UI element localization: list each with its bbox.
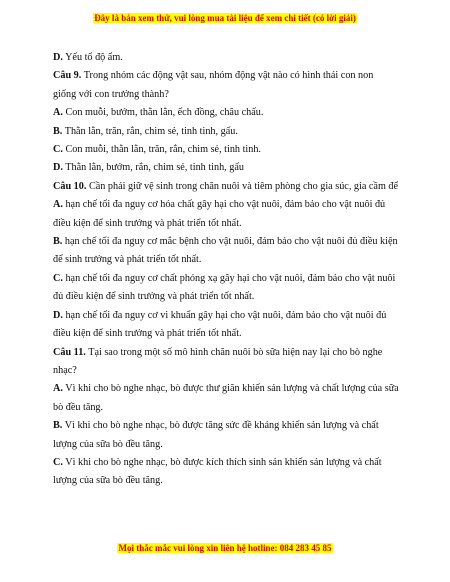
hotline-text: Mọi thắc mắc vui lòng xin liên hệ hotline: 084 283 45 85 <box>118 543 332 553</box>
hotline-footer <box>0 538 450 556</box>
q10-option-c: C. hạn chế tối đa nguy cơ chất phóng xạ gây hại cho vật nuôi, đảm bảo cho vật nuôi đủ điều kiện để sinh trưởng và phát triển tốt nhất. <box>53 272 396 303</box>
q10-option-d: D. hạn chế tối đa nguy cơ vi khuẩn gây hại cho vật nuôi, đảm bảo cho vật nuôi đủ điều kiện để sinh trưởng và phát triển tốt nhất. <box>53 309 387 340</box>
q11-option-c: C. Vì khi cho bò nghe nhạc, bò được kích thích sinh sản khiến sản lượng và chất lượng của sữa bò đều tăng. <box>53 456 382 487</box>
question-10: Câu 10. Cần phải giữ vệ sinh trong chăn nuôi và tiêm phòng cho gia súc, gia cầm để <box>53 180 399 192</box>
q10-option-a: A. hạn chế tối đa nguy cơ hóa chất gây hại cho vật nuôi, đảm bảo cho vật nuôi đủ điều kiện để sinh trưởng và phát triển tốt nhất. <box>53 199 386 229</box>
option-d-previous: D. Yếu tố độ ẩm. <box>53 52 123 63</box>
q9-option-d: D. Thằn lằn, bướm, rắn, chim sẻ, tinh tinh, gấu <box>53 162 244 174</box>
q11-option-a: A. Vì khi cho bò nghe nhạc, bò được thư giãn khiến sản lượng và chất lượng của sữa bò đều tăng. <box>53 383 399 413</box>
q9-option-b: B. Thằn lằn, trăn, rắn, chim sẻ, tinh tinh, gấu. <box>53 125 238 137</box>
q10-option-b: B. hạn chế tối đa nguy cơ mắc bệnh cho vật nuôi, đảm bảo cho vật nuôi đủ điều kiện để sinh trưởng và phát triển tốt nhất. <box>53 236 398 266</box>
q9-option-c: C. Con muỗi, thằn lằn, trăn, rắn, chim sẻ, tinh tinh. <box>53 144 261 156</box>
preview-notice-text: Đây là bản xem thử, vui lòng mua tài liệu để xem chi tiết (có lời giải) <box>94 13 356 23</box>
q9-option-a: A. Con muỗi, bướm, thằn lằn, ếch đồng, châu chấu. <box>53 107 264 119</box>
document-content <box>53 49 399 491</box>
q11-option-b: B. Vì khi cho bò nghe nhạc, bò được tăng sức đề kháng khiến sản lượng và chất lượng của sữa bò đều tăng. <box>53 420 379 450</box>
question-11: Câu 11. Tại sao trong một số mô hình chăn nuôi bò sữa hiện nay lại cho bò nghe nhạc? <box>53 346 383 376</box>
preview-notice-banner <box>0 8 450 26</box>
question-9: Câu 9. Trong nhóm các động vật sau, nhóm động vật nào có hình thái con non giống với con trưởng thành? <box>53 70 374 100</box>
